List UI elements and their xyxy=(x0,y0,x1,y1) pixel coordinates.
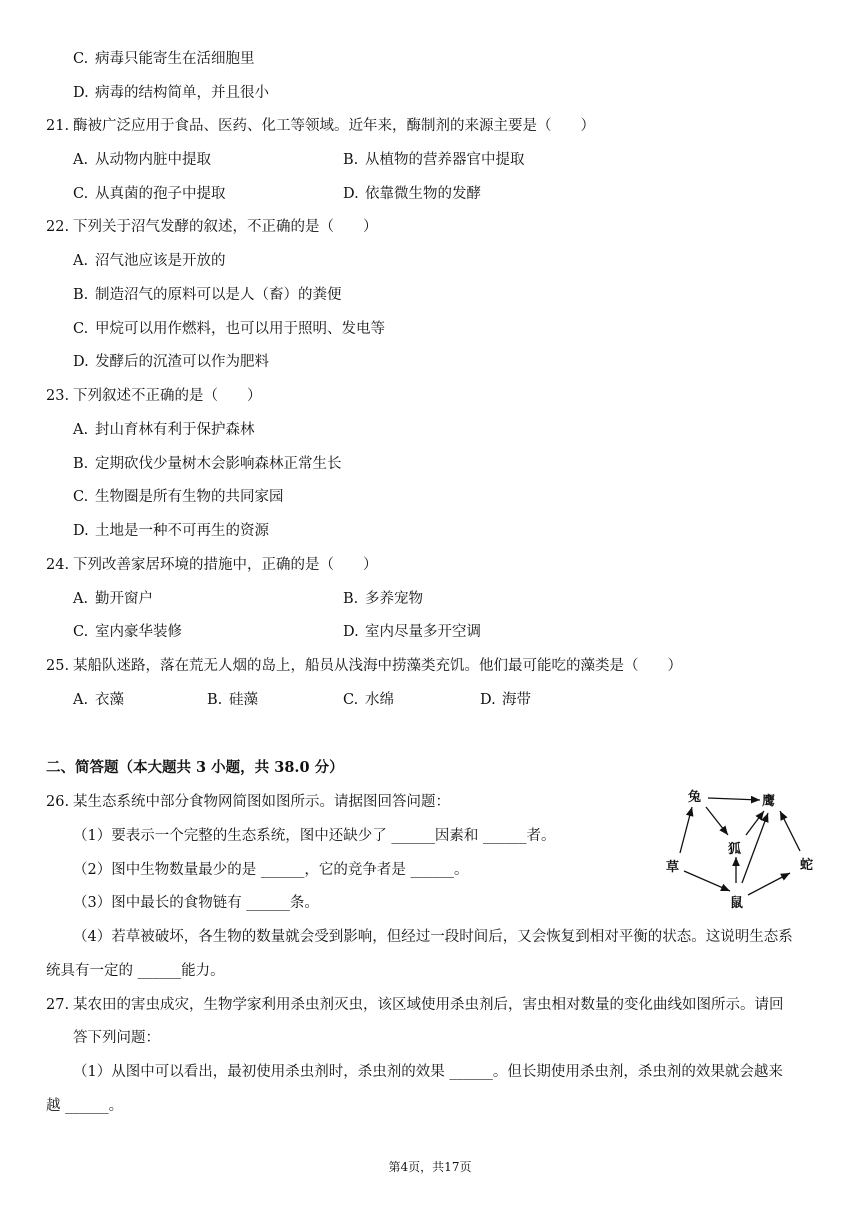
q23-option-b: B. 定期砍伐少量树木会影响森林正常生长 xyxy=(73,456,342,472)
label-rabbit: 兔 xyxy=(688,790,702,805)
q22-option-c: C. 甲烷可以用作燃料，也可以用于照明、发电等 xyxy=(73,321,385,337)
label-grass: 草 xyxy=(666,860,680,875)
q24-stem: 24. 下列改善家居环境的措施中，正确的是（ ） xyxy=(46,557,378,573)
q27-sub1-line2: 越 ______。 xyxy=(46,1098,124,1114)
q22-option-a: A. 沼气池应该是开放的 xyxy=(73,253,226,269)
arrow-rabbit-fox xyxy=(706,807,728,835)
food-web-diagram xyxy=(662,785,822,915)
q21-option-d: D. 依靠微生物的发酵 xyxy=(343,186,481,202)
q23-option-a: A. 封山育林有利于保护森林 xyxy=(73,422,255,438)
q22-option-b: B. 制造沼气的原料可以是人（畜）的粪便 xyxy=(73,287,342,303)
q26-sub3: （3）图中最长的食物链有 ______条。 xyxy=(73,895,319,911)
arrow-grass-mouse xyxy=(684,871,730,891)
q23-option-d: D. 土地是一种不可再生的资源 xyxy=(73,523,269,539)
label-mouse: 鼠 xyxy=(730,896,744,911)
q21-option-b: B. 从植物的营养器官中提取 xyxy=(343,152,525,168)
q20-option-d: D. 病毒的结构简单，并且很小 xyxy=(73,85,269,101)
q25-option-d: D. 海带 xyxy=(480,692,531,708)
q27-stem-line1: 27. 某农田的害虫成灾，生物学家利用杀虫剂灭虫，该区域使用杀虫剂后，害虫相对数量的变化曲线如图所示。请回 xyxy=(46,997,784,1013)
q24-option-c: C. 室内豪华装修 xyxy=(73,624,182,640)
q25-option-a: A. 衣藻 xyxy=(73,692,124,708)
q25-option-c: C. 水绵 xyxy=(343,692,394,708)
q23-option-c: C. 生物圈是所有生物的共同家园 xyxy=(73,489,284,505)
q26-sub2: （2）图中生物数量最少的是 ______，它的竞争者是 ______。 xyxy=(73,862,469,878)
q24-option-b: B. 多养宠物 xyxy=(343,591,423,607)
q22-option-d: D. 发酵后的沉渣可以作为肥料 xyxy=(73,354,269,370)
q27-sub1-line1: （1）从图中可以看出，最初使用杀虫剂时，杀虫剂的效果 ______。但长期使用杀虫剂，杀虫剂的效果就会越来 xyxy=(73,1064,783,1080)
q26-sub4-line1: （4）若草被破坏，各生物的数量就会受到影响，但经过一段时间后，又会恢复到相对平衡的状态。这说明生态系 xyxy=(73,929,793,945)
arrow-snake-eagle xyxy=(780,811,800,851)
q26-stem: 26. 某生态系统中部分食物网简图如图所示。请据图回答问题： xyxy=(46,794,450,810)
q25-stem: 25. 某船队迷路，落在荒无人烟的岛上，船员从浅海中捞藻类充饥。他们最可能吃的藻类是（ ） xyxy=(46,658,682,674)
q26-sub1: （1）要表示一个完整的生态系统，图中还缺少了 ______因素和 ______者。 xyxy=(73,828,556,844)
q24-option-a: A. 勤开窗户 xyxy=(73,591,153,607)
arrow-mouse-snake xyxy=(748,873,790,895)
q22-stem: 22. 下列关于沼气发酵的叙述，不正确的是（ ） xyxy=(46,219,378,235)
label-fox: 狐 xyxy=(728,842,742,857)
label-eagle: 鹰 xyxy=(762,794,776,809)
q24-option-d: D. 室内尽量多开空调 xyxy=(343,624,481,640)
section-title: 二、简答题（本大题共 3 小题，共 38.0 分） xyxy=(46,759,344,776)
q20-option-c: C. 病毒只能寄生在活细胞里 xyxy=(73,51,255,67)
q27-stem-line2: 答下列问题： xyxy=(73,1030,160,1046)
page-footer: 第4页，共17页 xyxy=(388,1160,472,1174)
q25-option-b: B. 硅藻 xyxy=(207,692,258,708)
q21-stem: 21. 酶被广泛应用于食品、医药、化工等领域。近年来，酶制剂的来源主要是（ ） xyxy=(46,118,595,134)
arrow-rabbit-eagle xyxy=(708,798,760,800)
label-snake: 蛇 xyxy=(800,858,814,873)
q21-option-a: A. 从动物内脏中提取 xyxy=(73,152,211,168)
arrow-grass-rabbit xyxy=(680,807,692,853)
q26-sub4-line2: 统具有一定的 ______能力。 xyxy=(46,963,225,979)
q23-stem: 23. 下列叙述不正确的是（ ） xyxy=(46,388,262,404)
q21-option-c: C. 从真菌的孢子中提取 xyxy=(73,186,226,202)
